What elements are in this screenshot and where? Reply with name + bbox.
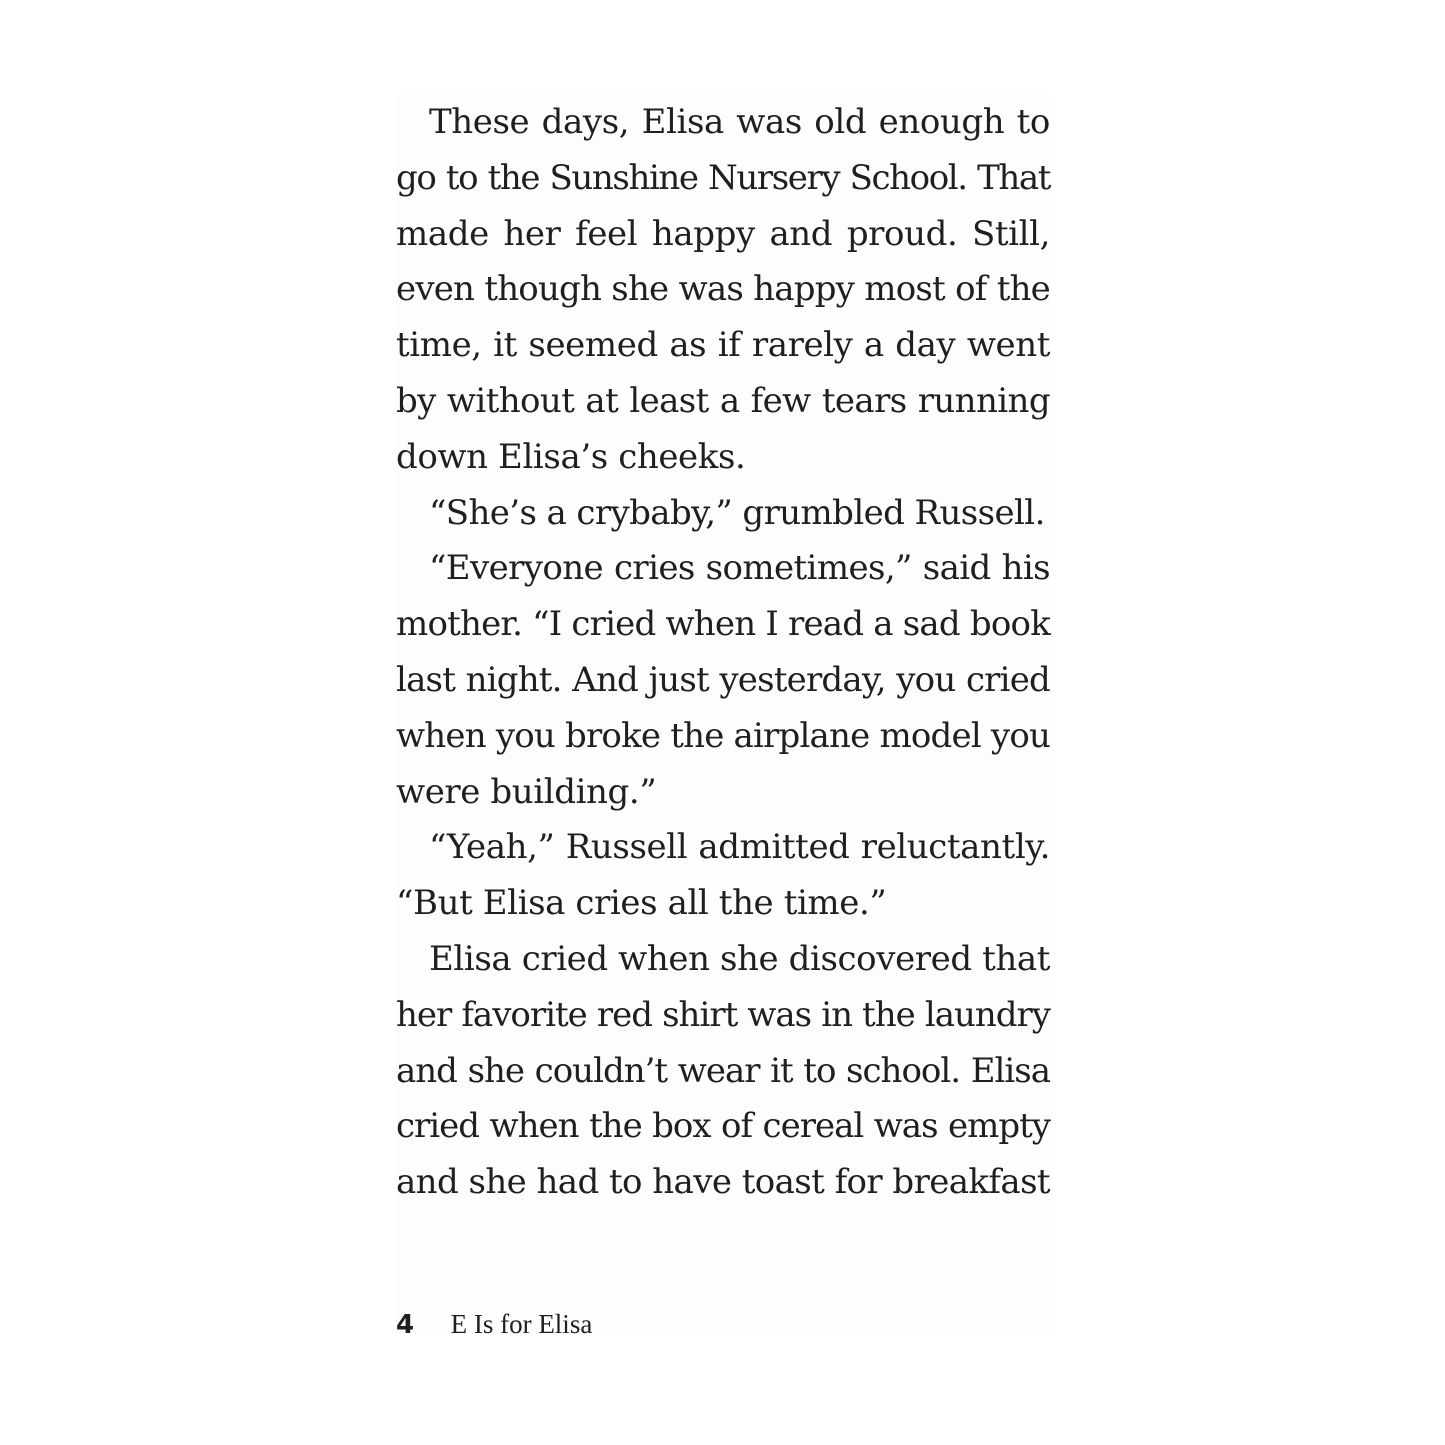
text-line: mother. “I cried when I read a sad book — [396, 604, 1050, 645]
text-line: made her feel happy and proud. Still, — [396, 213, 1050, 254]
body-text — [396, 95, 1050, 1211]
text-line: These days, Elisa was old enough to — [429, 102, 1050, 142]
text-line: last night. And just yesterday, you cried — [396, 659, 1050, 700]
text-line: cried when the box of cereal was empty — [396, 1106, 1050, 1147]
text-line: time, it seemed as if rarely a day went — [396, 325, 1050, 366]
text-line: down Elisa’s cheeks. — [396, 436, 746, 477]
book-page — [396, 95, 1051, 1340]
page-number: 4 — [396, 1310, 415, 1340]
text-line: “But Elisa cries all the time.” — [396, 883, 887, 924]
text-line: “She’s a crybaby,” grumbled Russell. — [429, 492, 1045, 533]
text-line: and she had to have toast for breakfast — [396, 1162, 1050, 1203]
running-title: E Is for Elisa — [450, 1309, 593, 1339]
text-line: “Yeah,” Russell admitted reluctantly. — [429, 827, 1050, 868]
text-line: go to the Sunshine Nursery School. That — [396, 157, 1050, 198]
text-line: “Everyone cries sometimes,” said his — [429, 548, 1050, 589]
text-line: even though she was happy most of the — [396, 269, 1050, 310]
text-line: when you broke the airplane model you — [396, 715, 1051, 756]
text-line: and she couldn’t wear it to school. Elisa — [396, 1050, 1050, 1091]
page-footer — [396, 1309, 592, 1340]
text-line: Elisa cried when she discovered that — [429, 938, 1051, 979]
text-line: her favorite red shirt was in the laundry — [396, 994, 1050, 1035]
text-line: by without at least a few tears running — [396, 380, 1050, 421]
text-line: were building.” — [396, 771, 657, 812]
